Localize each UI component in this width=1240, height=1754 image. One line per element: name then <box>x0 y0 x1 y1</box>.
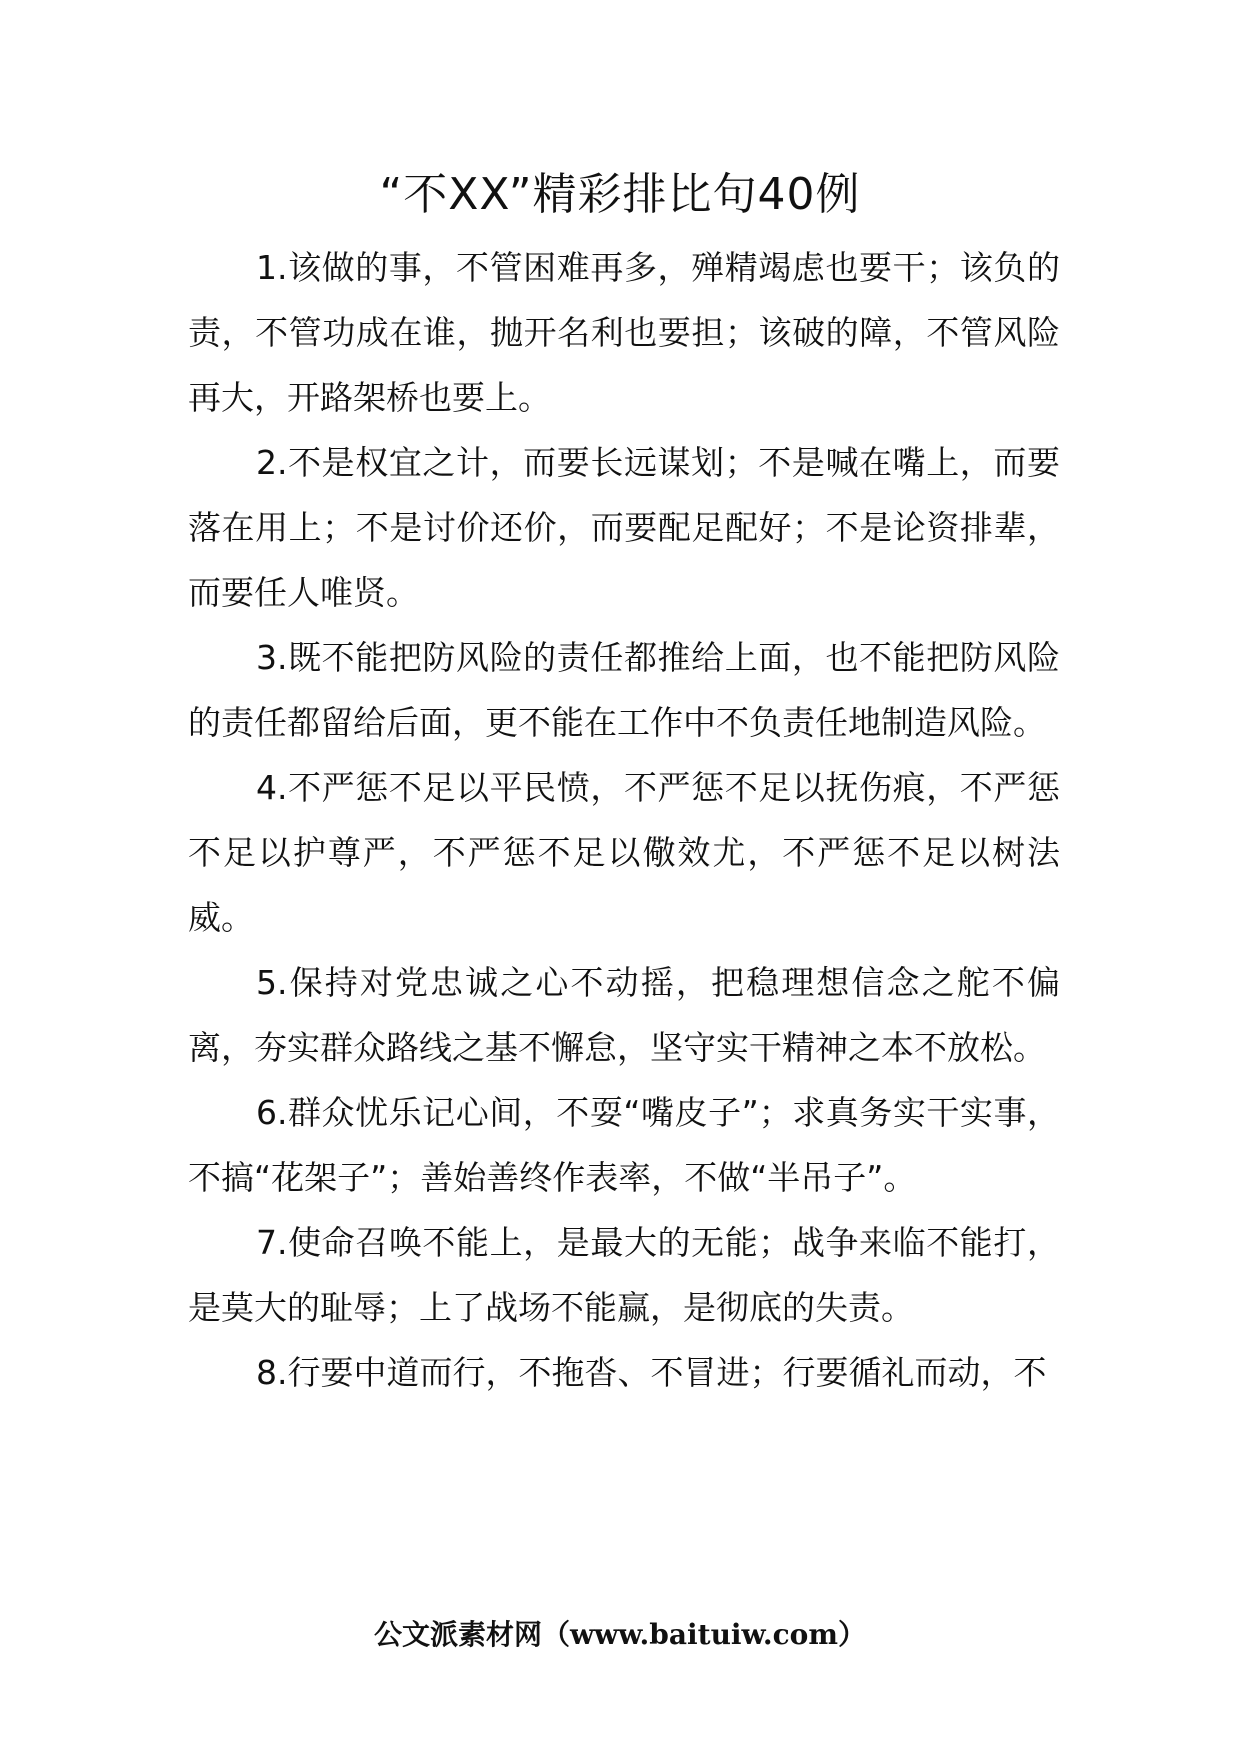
paragraph-1: 1.该做的事，不管困难再多，殚精竭虑也要干；该负的责，不管功成在谁，抛开名利也要担；该破的障，不管风险再大，开路架桥也要上。 <box>188 248 1060 417</box>
paragraph-5: 5.保持对党忠诚之心不动摇，把稳理想信念之舵不偏离，夯实群众路线之基不懈怠，坚守实干精神之本不放松。 <box>188 963 1060 1067</box>
paragraph-3: 3.既不能把防风险的责任都推给上面，也不能把防风险的责任都留给后面，更不能在工作中不负责任地制造风险。 <box>188 638 1060 742</box>
document-body <box>188 235 1060 1405</box>
paragraph-2: 2.不是权宜之计，而要长远谋划；不是喊在嘴上，而要落在用上；不是讨价还价，而要配足配好；不是论资排辈，而要任人唯贤。 <box>188 443 1060 612</box>
document-title: “不XX”精彩排比句40例 <box>379 169 861 220</box>
footer-source: 公文派素材网（www.baituiw.com） <box>374 1618 866 1651</box>
paragraph-6: 6.群众忧乐记心间，不耍“嘴皮子”；求真务实干实事，不搞“花架子”；善始善终作表率，不做“半吊子”。 <box>188 1093 1060 1197</box>
paragraph-7: 7.使命召唤不能上，是最大的无能；战争来临不能打，是莫大的耻辱；上了战场不能赢，是彻底的失责。 <box>188 1223 1060 1327</box>
paragraph-4: 4.不严惩不足以平民愤，不严惩不足以抚伤痕，不严惩不足以护尊严，不严惩不足以儆效尤，不严惩不足以树法威。 <box>188 768 1060 937</box>
paragraph-8: 8.行要中道而行，不拖沓、不冒进；行要循礼而动，不 <box>256 1353 1047 1392</box>
